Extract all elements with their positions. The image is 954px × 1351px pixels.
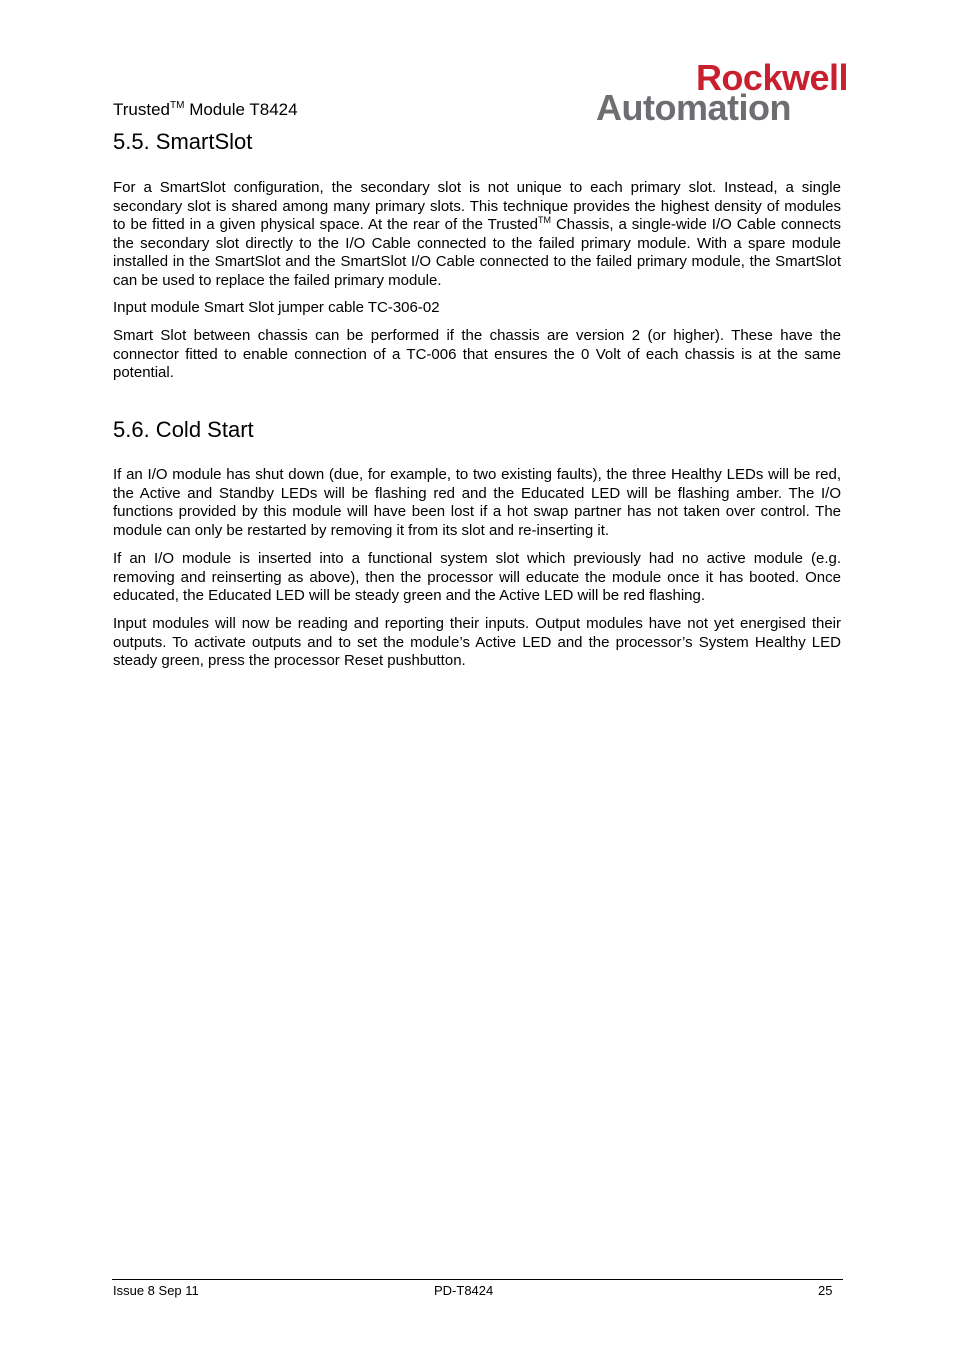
cold-start-paragraph-3: Input modules will now be reading and reporting their inputs. Output modules have not yet energised their outputs. To activate outputs and to set the module’s Active LED and the processor’s System Healthy LED steady green, press the processor Reset pushbutton.	[113, 615, 841, 669]
footer-issue: Issue 8 Sep 11	[113, 1283, 199, 1298]
section-heading-cold-start: 5.6. Cold Start	[113, 417, 254, 442]
footer-page-number: 25	[818, 1283, 833, 1298]
paragraph-text: Chassis, a single-wide I/O Cable connects the secondary slot directly to the I/O Cable connected to the failed primary module. With a spare module installed in the SmartSlot and the SmartSlot I/O Cable connected to the failed primary module, the SmartSlot can be used to replace the failed primary module.	[113, 216, 841, 289]
logo-line-automation: Automation	[596, 87, 791, 128]
trademark-superscript: TM	[170, 100, 185, 111]
footer-divider	[112, 1279, 843, 1280]
smartslot-paragraph-1	[113, 179, 841, 290]
section-heading-smartslot: 5.5. SmartSlot	[113, 129, 253, 154]
smartslot-paragraph-2: Input module Smart Slot jumper cable TC-306-02	[113, 299, 440, 316]
footer-document-id: PD-T8424	[434, 1283, 494, 1298]
header-title-suffix: Module T8424	[184, 100, 298, 119]
smartslot-paragraph-3: Smart Slot between chassis can be performed if the chassis are version 2 (or higher). These have the connector fitted to enable connection of a TC-006 that ensures the 0 Volt of each chassis is at the same potential.	[113, 327, 841, 381]
document-header-title	[113, 98, 298, 122]
rockwell-automation-logo	[596, 57, 852, 128]
cold-start-paragraph-1: If an I/O module has shut down (due, for example, to two existing faults), the three Healthy LEDs will be red, the Active and Standby LEDs will be flashing red and the Educated LED will be flashing amber. The I/O functions provided by this module will have been lost if a hot swap partner has not taken over control. The module can only be restarted by removing it from its slot and re-inserting it.	[113, 466, 841, 539]
logo-line-rockwell: Rockwell	[695, 57, 848, 98]
trademark-superscript: TM	[537, 215, 551, 225]
header-title-prefix: Trusted	[113, 100, 171, 119]
cold-start-paragraph-2: If an I/O module is inserted into a functional system slot which previously had no active module (e.g. removing and reinserting as above), then the processor will educate the module once it has booted. Once educated, the Educated LED will be steady green and the Active LED will be red flashing.	[113, 550, 841, 604]
paragraph-text: For a SmartSlot configuration, the secondary slot is not unique to each primary slot. Instead, a single secondary slot is shared among many primary slots. This technique provides the highest density of modules to be fitted in a given physical space. At the rear of the Trusted	[113, 179, 841, 233]
